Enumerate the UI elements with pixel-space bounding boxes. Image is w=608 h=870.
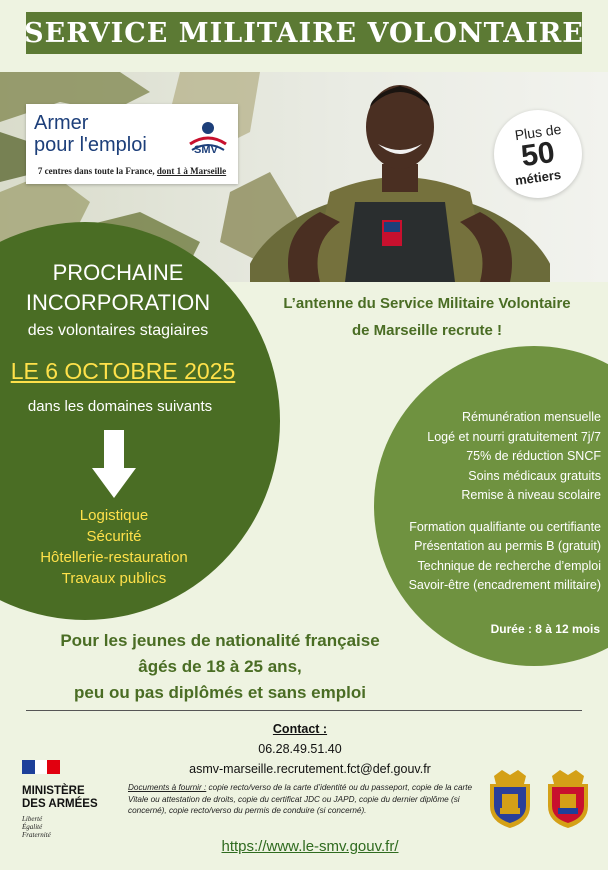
- incorporation-heading: [0, 258, 236, 318]
- divider: [26, 710, 582, 711]
- domain-item: Sécurité: [86, 528, 142, 545]
- benefits-list: [409, 408, 601, 596]
- domaines-text: dans les domaines suivants: [27, 398, 213, 415]
- logo-caption-text: 7 centres dans toute la France,: [37, 166, 157, 176]
- marianne-flag-icon: [22, 760, 60, 774]
- documents-label: Documents à fournir :: [128, 783, 207, 792]
- smv-logo-text: SMV: [194, 144, 218, 156]
- benefit-item: Technique de recherche d’emploi: [417, 558, 601, 573]
- benefit-item: Logé et nourri gratuitement 7j/7: [427, 429, 601, 444]
- website-link[interactable]: https://www.le-smv.gouv.fr/: [221, 838, 399, 855]
- heading-line2: INCORPORATION: [25, 290, 211, 315]
- antenne-heading: [246, 290, 608, 344]
- ministere-name: [22, 785, 122, 811]
- benefit-item: Savoir-être (encadrement militaire): [408, 578, 601, 592]
- logo-text-line2: pour l'emploi: [34, 134, 147, 156]
- domain-item: Logistique: [79, 507, 149, 524]
- armer-pour-lemploi-logo: [26, 104, 238, 184]
- domain-list: [0, 505, 228, 589]
- header-banner: [0, 0, 608, 60]
- ministere-name-line1: MINISTÈRE: [22, 785, 85, 797]
- benefit-item: Présentation au permis B (gratuit): [414, 539, 601, 553]
- motto-fraternite: Fraternité: [22, 831, 51, 839]
- contact-email[interactable]: asmv-marseille.recrutement.fct@def.gouv.fr: [189, 762, 431, 776]
- documents-text: copie recto/verso de la carte d’identité ou du passeport, copie de la carte Vitale ou attestation de droits, copie du certificat JDC ou JAPD, copie du dernier diplôme (si concerné), copie recto/verso du permis de conduire (si concerné).: [128, 783, 473, 815]
- eligibility-line3: peu ou pas diplômés et sans emploi: [74, 683, 366, 702]
- benefit-item: 75% de réduction SNCF: [466, 449, 601, 463]
- badge-line1: Plus de: [513, 120, 563, 144]
- arrow-down-icon: [92, 430, 136, 498]
- benefit-item: Soins médicaux gratuits: [468, 468, 601, 483]
- republic-motto: [22, 815, 122, 839]
- logo-caption-emphasis: dont 1 à Marseille: [156, 166, 227, 176]
- motto-egalite: Égalité: [22, 823, 43, 831]
- heading-line1: PROCHAINE: [52, 260, 184, 285]
- page-title: SERVICE MILITAIRE VOLONTAIRE: [24, 17, 584, 49]
- eligibility-text: [20, 628, 420, 706]
- benefit-gap: [409, 506, 601, 518]
- incorporation-date: LE 6 OCTOBRE 2025: [10, 358, 236, 384]
- logo-text-line1: Armer: [34, 112, 89, 134]
- eligibility-line2: âgés de 18 à 25 ans,: [138, 657, 302, 676]
- eligibility-line1: Pour les jeunes de nationalité française: [60, 631, 380, 650]
- motto-liberte: Liberté: [22, 815, 43, 823]
- contact-title: Contact :: [272, 722, 328, 736]
- title-bar: [26, 12, 582, 54]
- documents-required: [128, 782, 476, 817]
- benefit-item: Formation qualifiante ou certifiante: [409, 519, 601, 534]
- coat-of-arms-icon: [544, 770, 592, 828]
- antenne-line1: L’antenne du Service Militaire Volontaire: [283, 295, 571, 312]
- ministere-name-line2: DES ARMÉES: [22, 798, 98, 810]
- coat-of-arms-icon: [486, 770, 534, 828]
- benefit-item: Remise à niveau scolaire: [461, 488, 601, 502]
- antenne-line2: de Marseille recrute !: [351, 322, 503, 339]
- duration-text: Durée : 8 à 12 mois: [490, 622, 600, 636]
- metiers-badge: [494, 110, 582, 198]
- ministere-logo: [22, 760, 122, 839]
- logo-caption: [26, 166, 238, 176]
- badge-line3: métiers: [514, 166, 562, 189]
- volontaires-text: des volontaires stagiaires: [27, 322, 209, 339]
- badge-number: 50: [519, 135, 557, 174]
- domain-item: Travaux publics: [61, 570, 167, 587]
- contact-phone[interactable]: 06.28.49.51.40: [258, 742, 342, 756]
- domain-item: Hôtellerie-restauration: [40, 549, 188, 566]
- benefit-item: Rémunération mensuelle: [462, 410, 601, 424]
